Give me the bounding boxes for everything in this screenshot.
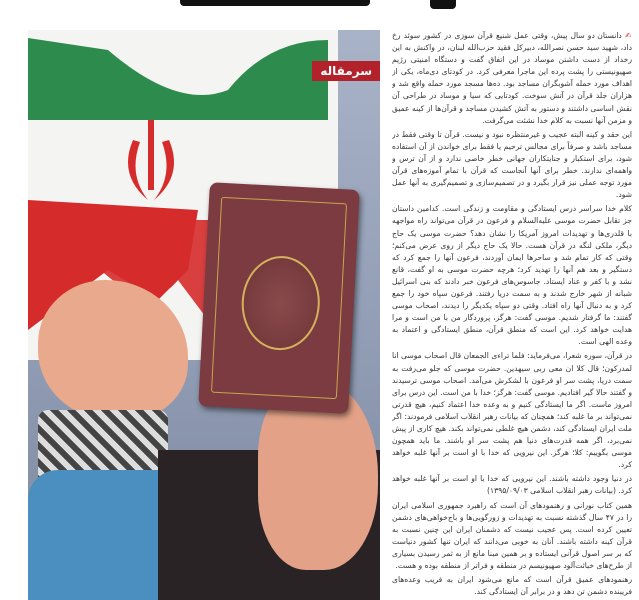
article-paragraph: رهنمودهای عمیق قرآن است که مانع می‌شود ایران به فریب وعده‌های فریبنده دشمن تن دهد و در برابر آن ایستادگی کند. <box>392 575 632 597</box>
section-label: سرمقاله <box>312 61 380 81</box>
article-paragraph: در دنیا وجود داشته باشند. این نیرویی که خدا با او است بر آنها غلبه خواهد کرد. (بیانات رهبر انقلاب اسلامی ۱۳۹۵/۰۹/۰۳) <box>392 474 632 496</box>
article-photo <box>28 30 380 600</box>
headline-fragment <box>180 0 370 6</box>
article-paragraph: در قرآن، سوره شعرا، می‌فرماید: فلما تراءی الجمعان قال اصحاب موسی انا لمدرکون؛ قال کلا ان معی ربی سیهدین. حضرت موسی که جلو می‌رفت به سمت دریا، پشت سر او فرعون با لشکرش می‌آمد. اصحاب موسی ترسیدند و گفتند حالا گیر افتادیم. موسی گفت: هرگز؛ خدا با من است. این درس برای امروز ماست. اگر ما ایستادگی کنیم و به وعده خدا اعتماد کنیم، هیچ قدرتی نمی‌تواند بر ما غلبه کند؛ همچنان که بیانات رهبر انقلاب اسلامی فرمودند: اگر ملت ایران ایستادگی کند، دشمن هیچ غلطی نمی‌تواند بکند. هیچ کاری از پیش نمی‌برد، اگر همه قدرت‌های دنیا هم پشت سر او باشند. ما باید همچون موسی بگوییم: کلا؛ هرگز. این نیرویی که خدا با او است بر آنها غلبه خواهد کرد. <box>392 351 632 470</box>
article-paragraph: این حقد و کینه البته عجیب و غیرمنتظره نبود و نیست. قرآن تا وقتی فقط در مساجد باشد و صرفاً برای مجالس ترحیم یا فقط برای خواندن از آن استفاده شود، برای استکبار و جنایتکاران جهانی خطر خاصی ندارد و از آن ترس و واهمه‌ای ندارند. خطر برای آنها آنجاست که قرآن با تمام آموزه‌های قرآن مورد توجه عملی نیز قرار بگیرد و در تصمیم‌سازی و تصمیم‌گیری به آنها عمل شود. <box>392 129 632 200</box>
article-paragraph <box>392 30 632 127</box>
article-paragraph: کلام خدا سراسر درس ایستادگی و مقاومت و زندگی است. کدامین داستان جز تقابل حضرت موسی علیه‌السلام و فرعون در قرآن می‌تواند راه مواجهه با قلدری‌ها و تهدیدات امروز آمریکا را نشان دهد؟ حضرت موسی یک حاج دیگر، ملکی لنگه در قرآن هست. حالا یک حاج دیگر از روی عرض می‌کنم؛ وقتی که کار تمام شد و ساحرها ایمان آوردند، فرعون آنها را جمع کرد که دستگیر و بعد هم آنها را تهدید کرد؛ هرچه حضرت موسی به او گفت، قانع نشد و با کفر و عناد ایستاد. جاسوس‌های فرعون خبر دادند که بنی اسرائیل شبانه از شهر خارج شدند و به سمت دریا رفتند. فرعون سپاه خود را جمع کرد و به دنبال آنها راه افتاد. وقتی دو سپاه یکدیگر را دیدند، اصحاب موسی گفتند: ما گرفتار شدیم. موسی گفت: هرگز، پروردگار من با من است و مرا هدایت خواهد کرد. این است که منطق قرآن، منطق ایستادگی و اعتماد به وعده الهی است. <box>392 204 632 347</box>
article-text <box>392 30 632 600</box>
headline-fragment <box>430 0 456 9</box>
paragraph-text: دانستان دو سال پیش، وقتی عمل شنیع قرآن سوزی در کشور سوئد رخ داد، شهید سید حسن نصرالله، دبیرکل فقید حزب‌الله لبنان، در واکنش به این رخداد از دست داشتن موساد در این اتفاق گفت و دستگاه امنیتی رژیم صهیونیستی را پشت پرده این ماجرا معرفی کرد. در کودتای دی‌ماه، یکی از اهداف مورد حمله آشوبگران مساجد بود. ده‌ها مسجد مورد حمله واقع شد و هزاران جلد قرآن در آتش سوخت. کودتایی که سیا و موساد در طراحی آن نقش اساسی داشتند و دستور به آتش کشیدن مساجد و قرآن‌ها از کینه عمیق و مزمن آنها نسبت به کلام خدا نشئت می‌گرفت. <box>392 31 632 125</box>
article-paragraph: همین کتاب نورانی و رهنمودهای آن است که راهبرد جمهوری اسلامی ایران را در ۴۷ سال گذشته نسبت به تهدیدات و زورگویی‌ها و باج‌خواهی‌های دشمن تعیین کرده است. پس عجیب نیست که دشمنان ایران این چنین نسبت به قرآن کینه داشته باشند. آنان به خوبی می‌دانند که ایران تنها کشور دنیاست که بر سر اصول قرآنی ایستاده و بر همین مبنا مانع از به ثمر رسیدن بسیاری از طرح‌های خباثت‌آلود صهیونیسم در منطقه و فراتر از منطقه بوده و هست. <box>392 500 632 571</box>
quran-book <box>198 182 360 414</box>
pen-icon: ✍ <box>624 31 632 40</box>
